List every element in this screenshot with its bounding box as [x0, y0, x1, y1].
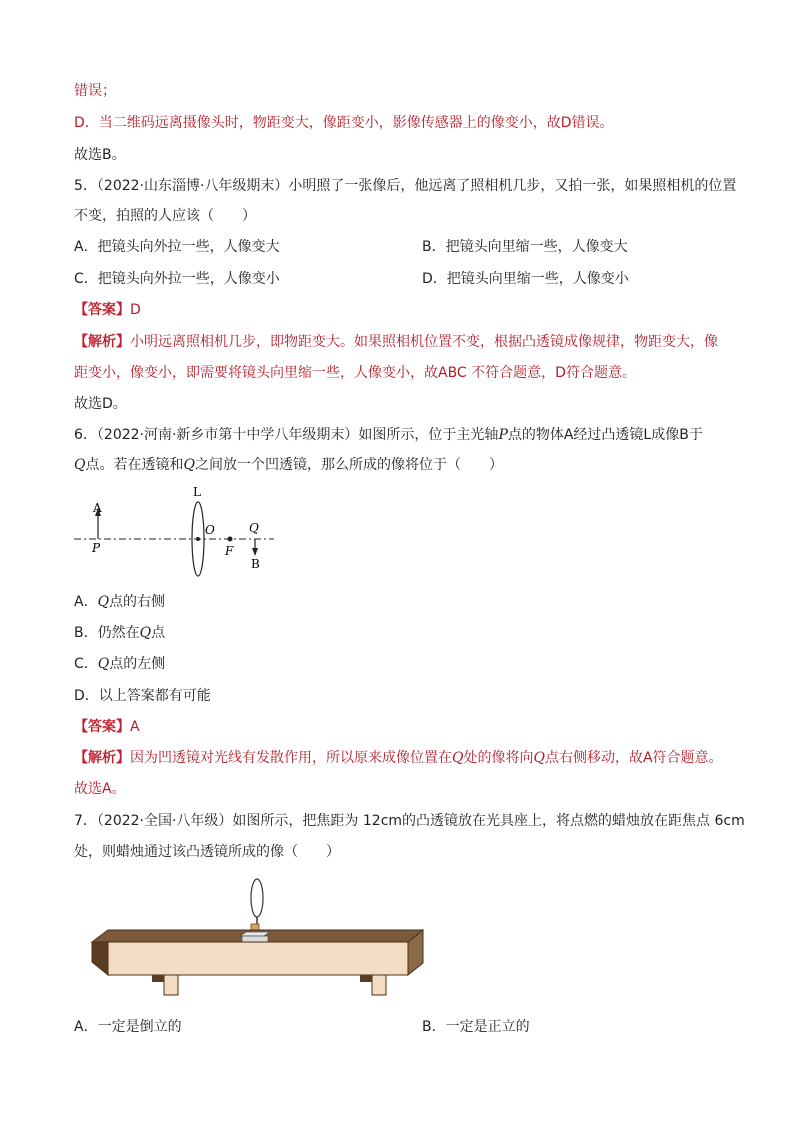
- stem-part: 点的物体A经过凸透镜L成像B于: [507, 427, 703, 443]
- option-text: C．: [74, 656, 98, 672]
- question-stem: 处，则蜡烛通过该凸透镜所成的像（ ）: [74, 844, 340, 860]
- question-stem: 不变，拍照的人应该（ ）: [74, 208, 256, 224]
- optical-bench-figure: [90, 876, 430, 1000]
- option-c: [74, 654, 165, 674]
- text-line: 错误；: [74, 83, 116, 99]
- answer-line: [74, 717, 140, 737]
- label-a: A: [93, 501, 102, 515]
- option-a: [74, 592, 165, 612]
- bench-foot: [164, 975, 178, 995]
- var-p: P: [498, 427, 508, 443]
- option-text: C．把镜头向外拉一些，人像变小: [74, 271, 280, 287]
- answer-tag: 【答案】: [74, 719, 130, 735]
- explanation-text: 因为凹透镜对光线有发散作用，所以原来成像位置在: [130, 750, 452, 766]
- question-stem: [74, 425, 703, 445]
- answer-tag: 【答案】: [74, 302, 130, 318]
- explanation-line: 距变小，像变小，即需要将镜头向里缩一些，人像变小，故ABC 不符合题意，D符合题意。: [74, 365, 636, 381]
- bench-front: [108, 942, 408, 975]
- image-arrowhead: [252, 548, 258, 556]
- explanation-line: [74, 332, 718, 352]
- option-text: A．把镜头向外拉一些，人像变大: [74, 239, 280, 255]
- stem-part: 6．（2022·河南·新乡市第十中学八年级期末）如图所示，位于主光轴: [74, 427, 499, 443]
- option-b: [74, 623, 165, 643]
- answer-value: D: [130, 302, 141, 318]
- convex-lens: [251, 879, 263, 917]
- bench-foot: [372, 975, 386, 995]
- label-f: F: [225, 544, 234, 558]
- selection-line: 故选A。: [74, 781, 126, 797]
- text-line: 故选B。: [74, 147, 126, 163]
- label-l: L: [193, 485, 201, 499]
- answer-line: [74, 300, 141, 320]
- option-b: B．一定是正立的: [422, 1019, 530, 1035]
- explanation-text: 处的像将向: [463, 750, 534, 766]
- var-q: Q: [139, 625, 152, 641]
- var-q: Q: [183, 457, 195, 473]
- option-text: 点的右侧: [109, 594, 166, 610]
- option-d: D．把镜头向里缩一些，人像变小: [422, 271, 629, 287]
- bench-end: [92, 942, 108, 975]
- option-a: [74, 1017, 530, 1037]
- var-q: Q: [74, 457, 86, 473]
- stem-part: 之间放一个凹透镜，那么所成的像将位于（ ）: [194, 457, 503, 473]
- option-text: A．一定是倒立的: [74, 1019, 182, 1035]
- focal-point: [228, 537, 233, 542]
- option-b: B．把镜头向里缩一些，人像变大: [422, 239, 628, 255]
- explanation-text: 点右侧移动，故A符合题意。: [544, 750, 723, 766]
- question-stem: 5．（2022·山东淄博·八年级期末）小明照了一张像后，他远离了照相机几步，又拍一张，如果照相机的位置: [74, 178, 737, 194]
- var-q: Q: [97, 656, 110, 672]
- lens-diagram: [70, 484, 280, 584]
- var-q: Q: [533, 750, 545, 766]
- option-text: 点: [151, 625, 166, 641]
- lens-holder: [240, 932, 270, 936]
- option-d: D．以上答案都有可能: [74, 688, 211, 704]
- question-stem: 7．（2022·全国·八年级）如图所示，把焦距为 12cm的凸透镜放在光具座上，将点燃的蜡烛放在距焦点 6cm: [74, 813, 745, 829]
- optical-center: [196, 537, 200, 541]
- explanation-tag: 【解析】: [74, 750, 130, 766]
- label-p: P: [92, 541, 101, 555]
- question-stem: [74, 455, 503, 475]
- option-text: 点的左侧: [109, 656, 166, 672]
- label-b: B: [251, 557, 260, 571]
- label-o: O: [205, 523, 215, 537]
- label-q: Q: [249, 521, 259, 535]
- answer-value: A: [130, 719, 140, 735]
- explanation-tag: 【解析】: [74, 334, 130, 350]
- var-q: Q: [452, 750, 464, 766]
- selection-line: 故选D。: [74, 396, 127, 412]
- stem-part: 点。若在透镜和: [85, 457, 184, 473]
- option-text: B．仍然在: [74, 625, 140, 641]
- text-line: D．当二维码远离摄像头时，物距变大，像距变小，影像传感器上的像变小，故D错误。: [74, 115, 614, 131]
- option-c: [74, 269, 629, 289]
- explanation-line: [74, 748, 723, 768]
- explanation-text: 小明远离照相机几步，即物距变大。如果照相机位置不变，根据凸透镜成像规律，物距变大，像: [130, 334, 718, 350]
- option-a: [74, 237, 628, 257]
- var-q: Q: [97, 594, 110, 610]
- option-text: A．: [74, 594, 98, 610]
